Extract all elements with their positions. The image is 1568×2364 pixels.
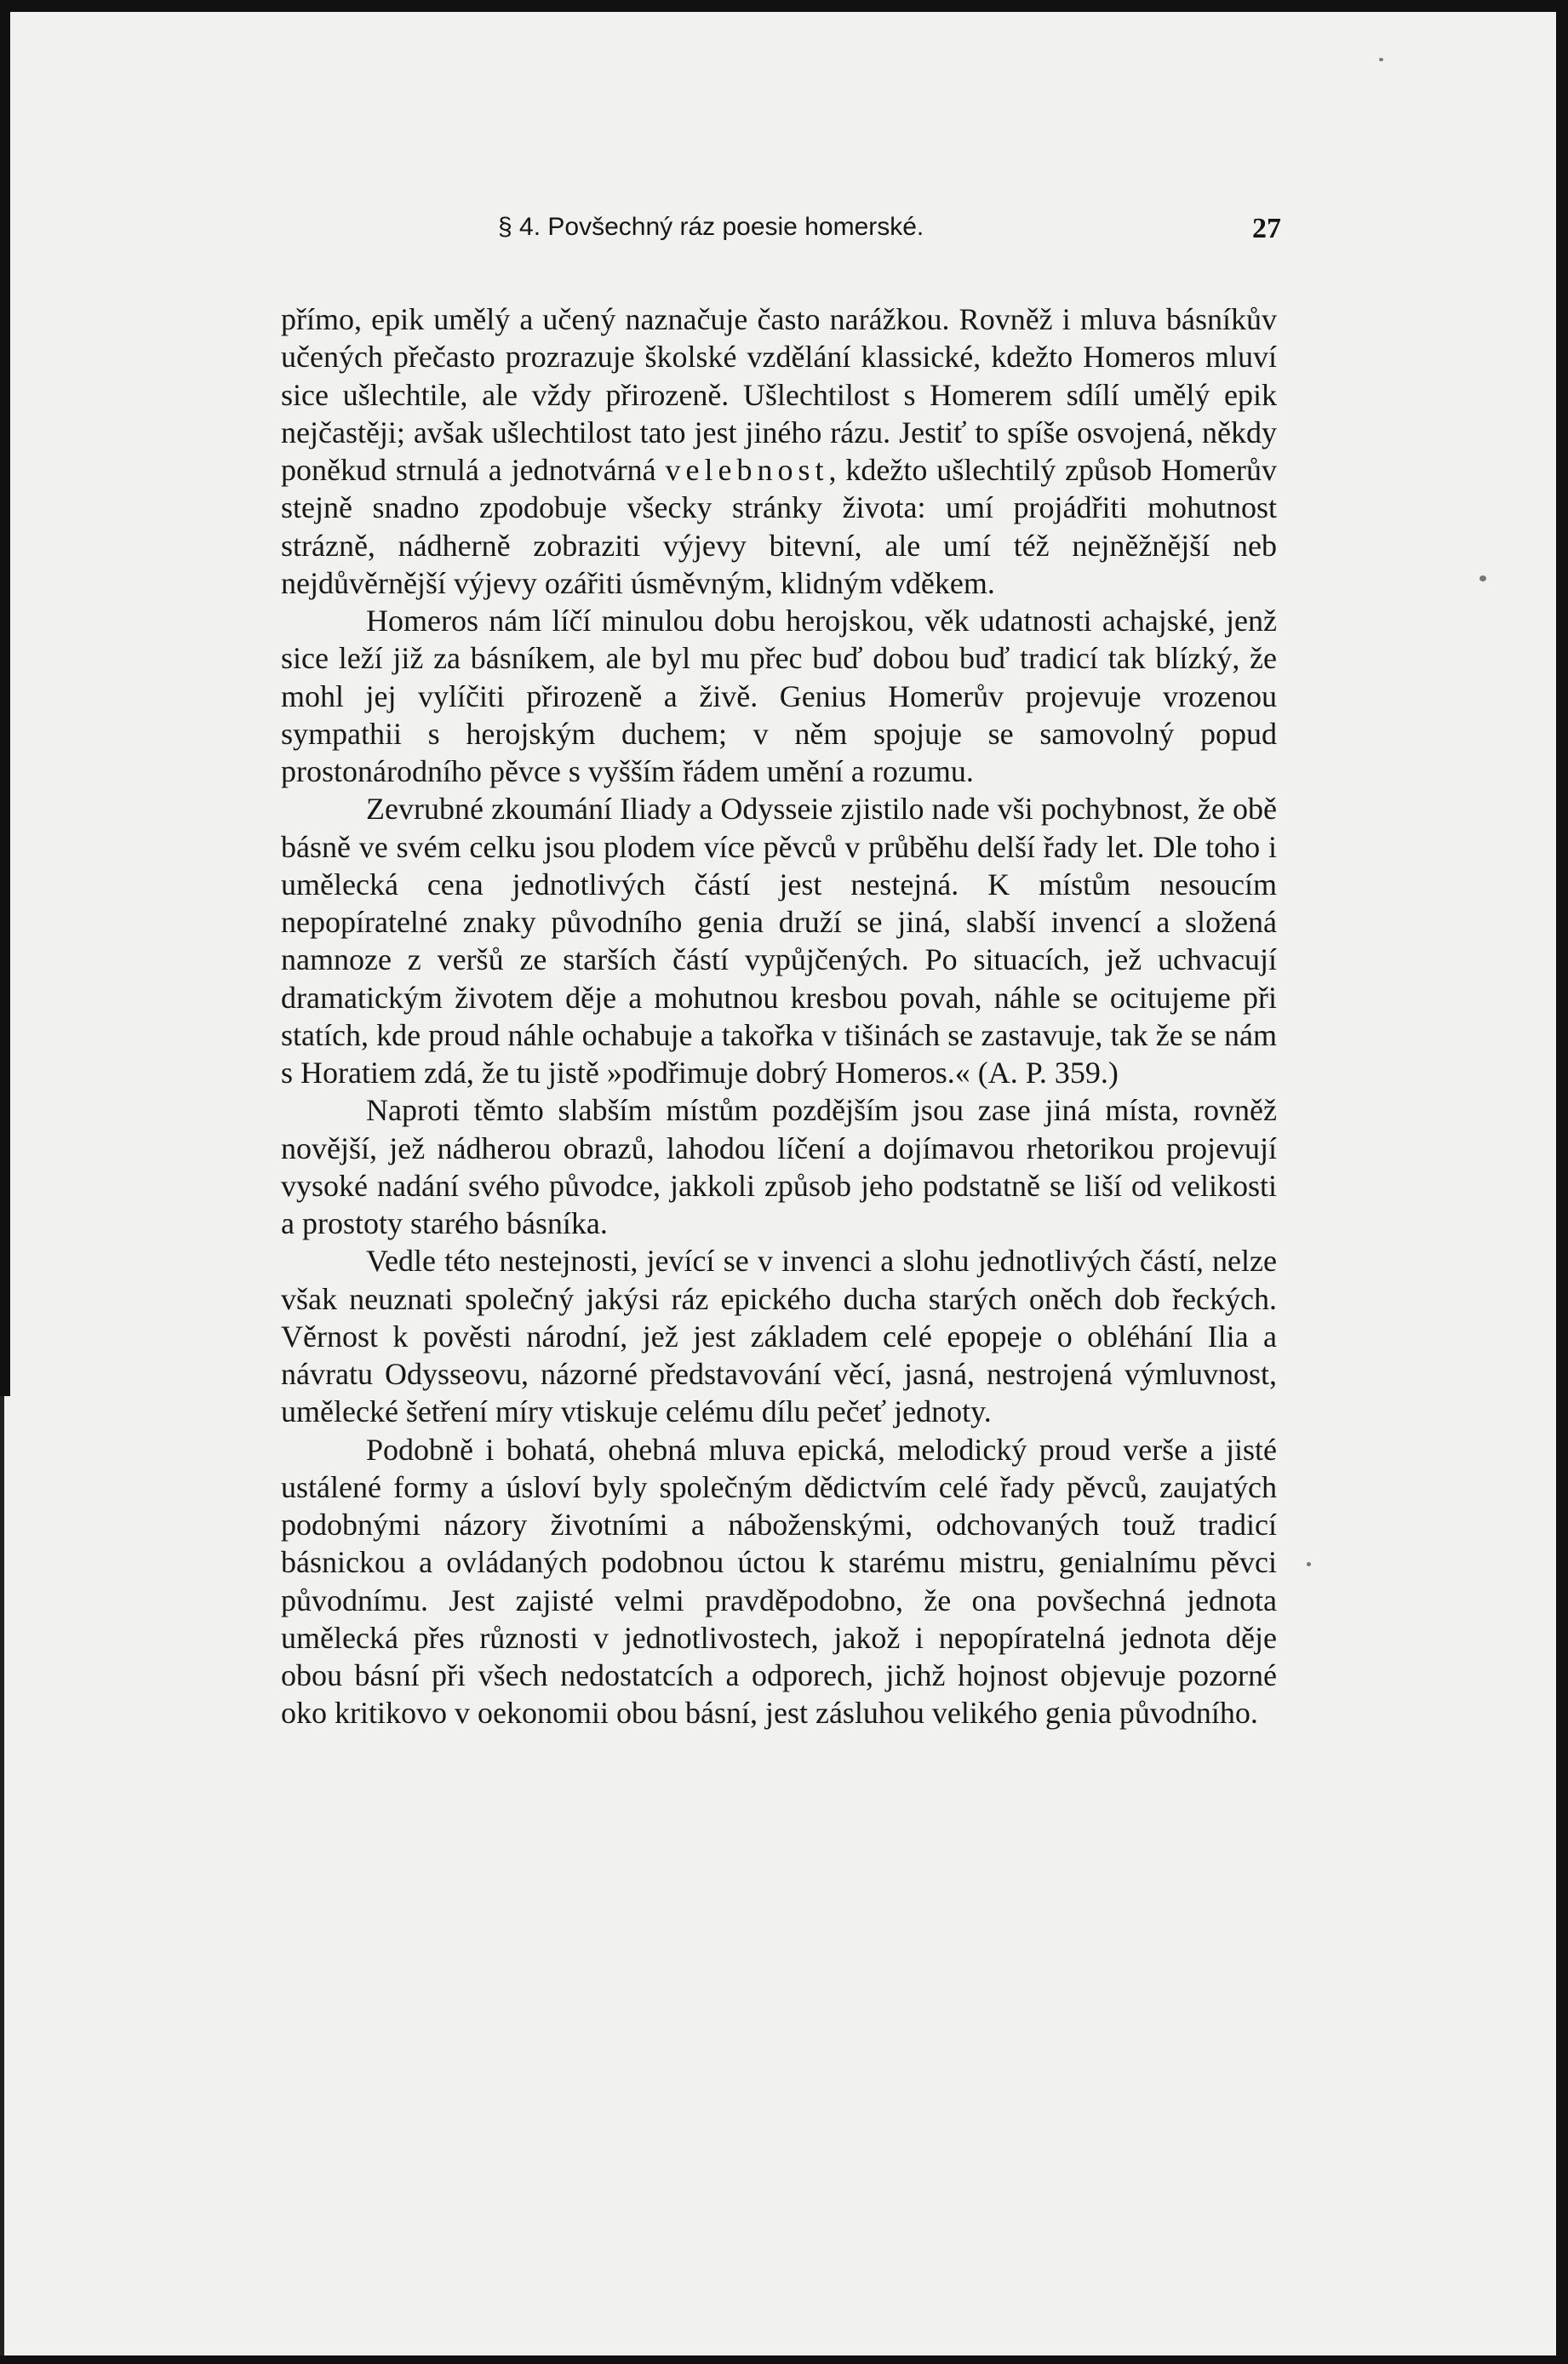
- body-text: [281, 301, 1277, 1732]
- running-header: [281, 213, 1281, 252]
- dust-speck: [1379, 58, 1383, 61]
- dust-speck: [1307, 1562, 1311, 1566]
- dust-speck: [1479, 575, 1486, 581]
- paragraph-1-text-b: , kdežto ušlechtilý způsob Homerův stejně snadno zpodobuje všecky stránky života: umí projádřiti mohutnost strázně, nádherně zobraziti výjevy bitevní, ale umí též nejněžnější neb nejdůvěrnější výjevy ozářiti úsměvným, klidným vděkem.: [281, 453, 1277, 600]
- paragraph-1: [281, 301, 1277, 602]
- scan-border-right: [1556, 0, 1568, 2364]
- scan-border-bottom: [0, 2355, 1568, 2364]
- paragraph-2: Homeros nám líčí minulou dobu herojskou, věk udatnosti achajské, jenž sice leží již za básníkem, ale byl mu přec buď dobou buď tradicí tak blízký, že mohl jej vylíčiti přirozeně a živě. Genius Homerův projevuje vrozenou sympathii s herojským duchem; v něm spojuje se samovolný popud prostonárodního pěvce s vyšším řádem umění a rozumu.: [281, 604, 1277, 788]
- page-number: 27: [1252, 213, 1281, 244]
- paragraph-3: Zevrubné zkoumání Iliady a Odysseie zjistilo nade vši pochybnost, že obě básně ve svém celku jsou plodem více pěvců v průběhu delší řady let. Dle toho i umělecká cena jednotlivých částí jest nestejná. K místům nesoucím nepopíratelné znaky původního genia druží se jiná, slabší invencí a složená namnoze z veršů ze starších částí vypůjčených. Po situacích, jež uchvacují dramatickým životem děje a mohutnou kresbou povah, náhle se ocitujeme při statích, kde proud náhle ochabuje a takořka v tišinách se zastavuje, tak že se nám s Horatiem zdá, že tu jistě »podřimuje dobrý Homeros.« (A. P. 359.): [281, 792, 1277, 1090]
- scan-border-left-lower: [0, 1396, 4, 2364]
- header-title: § 4. Povšechný ráz poesie homerské.: [498, 213, 924, 241]
- paragraph-5: Vedle této nestejnosti, jevící se v invenci a slohu jednotlivých částí, nelze však neuznati společný jakýsi ráz epického ducha starých oněch dob řeckých. Věrnost k pověsti národní, jež jest základem celé epopeje o obléhání Ilia a návratu Odysseovu, názorné představování věcí, jasná, nestrojená výmluvnost, umělecké šetření míry vtiskuje celému dílu pečeť jednoty.: [281, 1244, 1277, 1429]
- paragraph-1-text-a: přímo, epik umělý a učený naznačuje často narážkou. Rovněž i mluva básníkův učených přečasto prozrazuje školské vzdělání klassické, kdežto Homeros mluví sice ušlechtile, ale vždy přirozeně. Ušlechtilost s Homerem sdílí umělý epik nejčastěji; avšak ušlechtilost tato jest jiného rázu. Jestiť to spíše osvojená, někdy poněkud strnulá a jednotvárná: [281, 302, 1277, 487]
- scan-border-top: [0, 0, 1568, 12]
- scan-border-left: [0, 0, 10, 1396]
- spaced-emphasis: velebnost: [665, 453, 829, 487]
- paragraph-6: Podobně i bohatá, ohebná mluva epická, melodický proud verše a jisté ustálené formy a úsloví byly společným dědictvím celé řady pěvců, zaujatých podobnými názory životními a náboženskými, odchovaných touž tradicí básnickou a ovládaných podobnou úctou k starému mistru, genialnímu pěvci původnímu. Jest zajisté velmi pravděpodobno, že ona povšechná jednota umělecká přes různosti v jednotlivostech, jakož i nepopíratelná jednota děje obou básní při všech nedostatcích a odporech, jichž hojnost objevuje pozorné oko kritikovo v oekonomii obou básní, jest zásluhou velikého genia původního.: [281, 1432, 1277, 1731]
- paragraph-4: Naproti těmto slabším místům pozdějším jsou zase jiná místa, rovněž novější, jež nádherou obrazů, lahodou líčení a dojímavou rhetorikou projevují vysoké nadání svého původce, jakkoli způsob jeho podstatně se liší od velikosti a prostoty starého básníka.: [281, 1093, 1277, 1240]
